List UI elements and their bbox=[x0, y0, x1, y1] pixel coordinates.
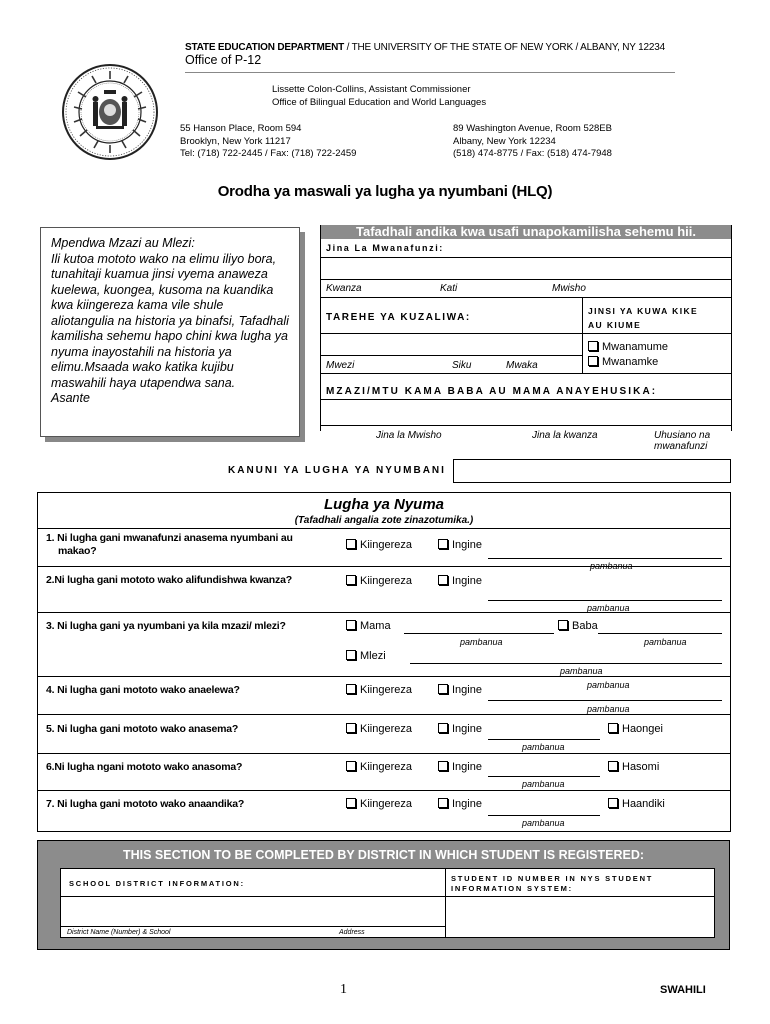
question-7: 7. Ni lugha gani mototo wako anaandika? bbox=[46, 798, 245, 810]
q5-other-option[interactable] bbox=[438, 723, 482, 735]
checkbox-icon[interactable] bbox=[346, 798, 356, 808]
q4-specify-field[interactable] bbox=[488, 700, 722, 701]
address-line: Tel: (718) 722-2445 / Fax: (718) 722-2459 bbox=[180, 148, 357, 159]
q3-guardian-option[interactable] bbox=[346, 650, 386, 662]
option-label: Kiingereza bbox=[360, 798, 412, 810]
address-line: 89 Washington Avenue, Room 528EB bbox=[453, 123, 612, 134]
option-label: Baba bbox=[572, 620, 598, 632]
district-name-field[interactable] bbox=[62, 897, 444, 927]
home-language-code-label: KANUNI YA LUGHA YA NYUMBANI bbox=[228, 465, 446, 476]
student-name-field[interactable] bbox=[320, 279, 732, 280]
q4-specify-caption: pambanua bbox=[587, 704, 630, 714]
q3-guardian-caption: pambanua bbox=[560, 666, 603, 676]
option-label: Mwanamume bbox=[602, 341, 669, 353]
option-label: Kiingereza bbox=[360, 684, 412, 696]
checkbox-icon[interactable] bbox=[346, 723, 356, 733]
q7-other-option[interactable] bbox=[438, 798, 482, 810]
gender-label-line: JINSI YA KUWA KIKE bbox=[588, 306, 699, 316]
first-name-caption: Kwanza bbox=[326, 283, 362, 294]
q5-specify-caption: pambanua bbox=[522, 742, 565, 752]
q2-specify-field[interactable] bbox=[488, 600, 722, 601]
q7-english-option[interactable] bbox=[346, 798, 412, 810]
checkbox-icon[interactable] bbox=[558, 620, 568, 630]
letter-salutation: Mpendwa Mzazi au Mlezi: bbox=[51, 236, 195, 250]
header-divider bbox=[185, 72, 675, 73]
address-line: Albany, New York 12234 bbox=[453, 135, 556, 147]
option-label: Kiingereza bbox=[360, 539, 412, 551]
student-id-label-line: STUDENT ID NUMBER IN NYS STUDENT bbox=[451, 874, 654, 883]
checkbox-icon[interactable] bbox=[346, 761, 356, 771]
address-line: (518) 474-8775 / Fax: (518) 474-7948 bbox=[453, 148, 612, 159]
office-name: Office of P-12 bbox=[185, 53, 262, 67]
q5-none-option[interactable] bbox=[608, 723, 663, 735]
question-text: 1. Ni lugha gani mwanafunzi anasema nyumbani au bbox=[46, 532, 293, 544]
checkbox-icon[interactable] bbox=[588, 356, 598, 366]
option-label: Kiingereza bbox=[360, 575, 412, 587]
q1-english-option[interactable] bbox=[346, 539, 412, 551]
student-name-label: Jina La Mwanafunzi: bbox=[326, 243, 444, 253]
checkbox-icon[interactable] bbox=[608, 798, 618, 808]
checkbox-icon[interactable] bbox=[346, 620, 356, 630]
q7-specify-field[interactable] bbox=[488, 815, 600, 816]
relationship-caption bbox=[654, 430, 710, 452]
q2-specify-caption: pambanua bbox=[587, 603, 630, 613]
parent-label: MZAZI/MTU KAMA BABA AU MAMA ANAYEHUSIKA: bbox=[326, 386, 658, 397]
q1-specify-field[interactable] bbox=[488, 558, 722, 559]
checkbox-icon[interactable] bbox=[588, 341, 598, 351]
checkbox-icon[interactable] bbox=[608, 761, 618, 771]
commissioner-name: Lissette Colon-Collins, Assistant Commissioner bbox=[272, 84, 471, 95]
option-label: Haandiki bbox=[622, 798, 665, 810]
student-id-label bbox=[451, 874, 653, 894]
option-label: Mama bbox=[360, 620, 391, 632]
question-4: 4. Ni lugha gani mototo wako anaelewa? bbox=[46, 684, 240, 696]
question-3: 3. Ni lugha gani ya nyumbani ya kila mzazi/ mlezi? bbox=[46, 620, 286, 632]
q2-english-option[interactable] bbox=[346, 575, 412, 587]
q4-other-option[interactable] bbox=[438, 684, 482, 696]
page-number: 1 bbox=[340, 982, 347, 997]
student-info-table bbox=[320, 225, 732, 431]
checkbox-icon[interactable] bbox=[438, 723, 448, 733]
language-section-subtitle: (Tafadhali angalia zote zinazotumika.) bbox=[294, 515, 474, 526]
option-label: Kiingereza bbox=[360, 723, 412, 735]
address-caption: Address bbox=[339, 929, 365, 936]
question-6: 6.Ni lugha ngani mototo wako anasoma? bbox=[46, 761, 243, 773]
option-label: Mwanamke bbox=[602, 356, 659, 368]
parent-letter bbox=[40, 227, 300, 437]
letter-closing: Asante bbox=[51, 391, 90, 405]
school-district-info-label: SCHOOL DISTRICT INFORMATION: bbox=[69, 879, 245, 888]
question-text: makao? bbox=[58, 545, 97, 557]
q4-specify-caption-top: pambanua bbox=[587, 680, 630, 690]
relationship-caption-line: mwanafunzi bbox=[654, 441, 708, 452]
commissioner-block bbox=[272, 84, 486, 109]
q3-mama-option[interactable] bbox=[346, 620, 391, 632]
day-caption: Siku bbox=[452, 360, 472, 371]
q6-specify-caption: pambanua bbox=[522, 779, 565, 789]
student-banner: Tafadhali andika kwa usafi unapokamilisha sehemu hii. bbox=[320, 225, 732, 239]
q3-baba-caption: pambanua bbox=[644, 637, 687, 647]
address-line: Brooklyn, New York 11217 bbox=[180, 135, 291, 147]
option-label: Kiingereza bbox=[360, 761, 412, 773]
month-caption: Mwezi bbox=[326, 360, 355, 371]
q1-specify-caption: pambanua bbox=[590, 561, 633, 571]
gender-female-option[interactable] bbox=[588, 356, 658, 368]
q6-other-option[interactable] bbox=[438, 761, 482, 773]
relationship-caption-line: Uhusiano na bbox=[654, 430, 711, 441]
q3-mama-caption: pambanua bbox=[460, 637, 503, 647]
student-id-label-line: INFORMATION SYSTEM: bbox=[451, 884, 573, 893]
q5-specify-field[interactable] bbox=[488, 739, 600, 740]
checkbox-icon[interactable] bbox=[438, 539, 448, 549]
dob-label: TAREHE YA KUZALIWA: bbox=[326, 312, 471, 323]
dob-field[interactable] bbox=[320, 355, 582, 356]
student-id-field[interactable] bbox=[447, 897, 713, 937]
letter-body: Ili kutoa mototo wako na elimu iliyo bora, tunahitaji kuamua jinsi vyema anaweza kuelewa, kuongea, kusoma na kuandika kwa kiingereza kama vile shule aliotangulia na historia ya binafsi, Tafadhali kamilisha sehemu hapo chini kwa lugha ya nyuma inayostahili na historia ya elimu.Msaada wako katika kujibu maswahili haya utapendwa sana. bbox=[51, 251, 289, 390]
address-brooklyn bbox=[180, 123, 356, 161]
question-5: 5. Ni lugha gani mototo wako anasema? bbox=[46, 723, 239, 735]
home-language-code-field[interactable] bbox=[453, 459, 731, 483]
parent-last-name-caption: Jina la Mwisho bbox=[376, 430, 442, 441]
gender-label bbox=[588, 304, 698, 332]
question-2: 2.Ni lugha gani mototo wako alifundishwa kwanza? bbox=[46, 574, 292, 586]
q3-mama-field[interactable] bbox=[404, 633, 554, 634]
parent-field[interactable] bbox=[320, 425, 732, 426]
district-name-caption: District Name (Number) & School bbox=[67, 929, 171, 936]
checkbox-icon[interactable] bbox=[346, 575, 356, 585]
q4-english-option[interactable] bbox=[346, 684, 412, 696]
district-form bbox=[60, 868, 715, 938]
district-banner: THIS SECTION TO BE COMPLETED BY DISTRICT IN WHICH STUDENT IS REGISTERED: bbox=[122, 848, 645, 862]
option-label: Ingine bbox=[452, 575, 482, 587]
question-1 bbox=[46, 532, 293, 558]
checkbox-icon[interactable] bbox=[346, 539, 356, 549]
address-line: 55 Hanson Place, Room 594 bbox=[180, 123, 302, 134]
middle-name-caption: Kati bbox=[440, 283, 458, 294]
option-label: Ingine bbox=[452, 798, 482, 810]
q5-english-option[interactable] bbox=[346, 723, 412, 735]
nys-seal-logo bbox=[60, 62, 160, 162]
form-title: Orodha ya maswali ya lugha ya nyumbani (HLQ) bbox=[217, 183, 553, 200]
last-name-caption: Mwisho bbox=[552, 283, 586, 294]
checkbox-icon[interactable] bbox=[438, 798, 448, 808]
language-footer: SWAHILI bbox=[660, 984, 706, 996]
option-label: Ingine bbox=[452, 723, 482, 735]
option-label: Mlezi bbox=[360, 650, 386, 662]
year-caption: Mwaka bbox=[506, 360, 538, 371]
q3-baba-field[interactable] bbox=[598, 633, 722, 634]
q1-other-option[interactable] bbox=[438, 539, 482, 551]
checkbox-icon[interactable] bbox=[346, 650, 356, 660]
q6-specify-field[interactable] bbox=[488, 776, 600, 777]
checkbox-icon[interactable] bbox=[608, 723, 618, 733]
option-label: Ingine bbox=[452, 684, 482, 696]
q7-specify-caption: pambanua bbox=[522, 818, 565, 828]
bilingual-office: Office of Bilingual Education and World Languages bbox=[272, 96, 487, 108]
q7-none-option[interactable] bbox=[608, 798, 665, 810]
option-label: Ingine bbox=[452, 539, 482, 551]
q6-english-option[interactable] bbox=[346, 761, 412, 773]
option-label: Haongei bbox=[622, 723, 663, 735]
q2-other-option[interactable] bbox=[438, 575, 482, 587]
department-line: STATE EDUCATION DEPARTMENT / THE UNIVERSITY OF THE STATE OF NEW YORK / ALBANY, NY 12234 bbox=[185, 42, 665, 53]
parent-first-name-caption: Jina la kwanza bbox=[532, 430, 598, 441]
checkbox-icon[interactable] bbox=[438, 761, 448, 771]
q3-guardian-field[interactable] bbox=[410, 663, 722, 664]
gender-label-line: AU KIUME bbox=[588, 320, 642, 330]
q3-baba-option[interactable] bbox=[558, 620, 598, 632]
checkbox-icon[interactable] bbox=[438, 575, 448, 585]
option-label: Hasomi bbox=[622, 761, 660, 773]
checkbox-icon[interactable] bbox=[346, 684, 356, 694]
q6-none-option[interactable] bbox=[608, 761, 659, 773]
checkbox-icon[interactable] bbox=[438, 684, 448, 694]
address-albany bbox=[453, 123, 612, 161]
option-label: Ingine bbox=[452, 761, 482, 773]
gender-male-option[interactable] bbox=[588, 341, 668, 353]
language-section-title: Lugha ya Nyuma bbox=[323, 496, 445, 513]
